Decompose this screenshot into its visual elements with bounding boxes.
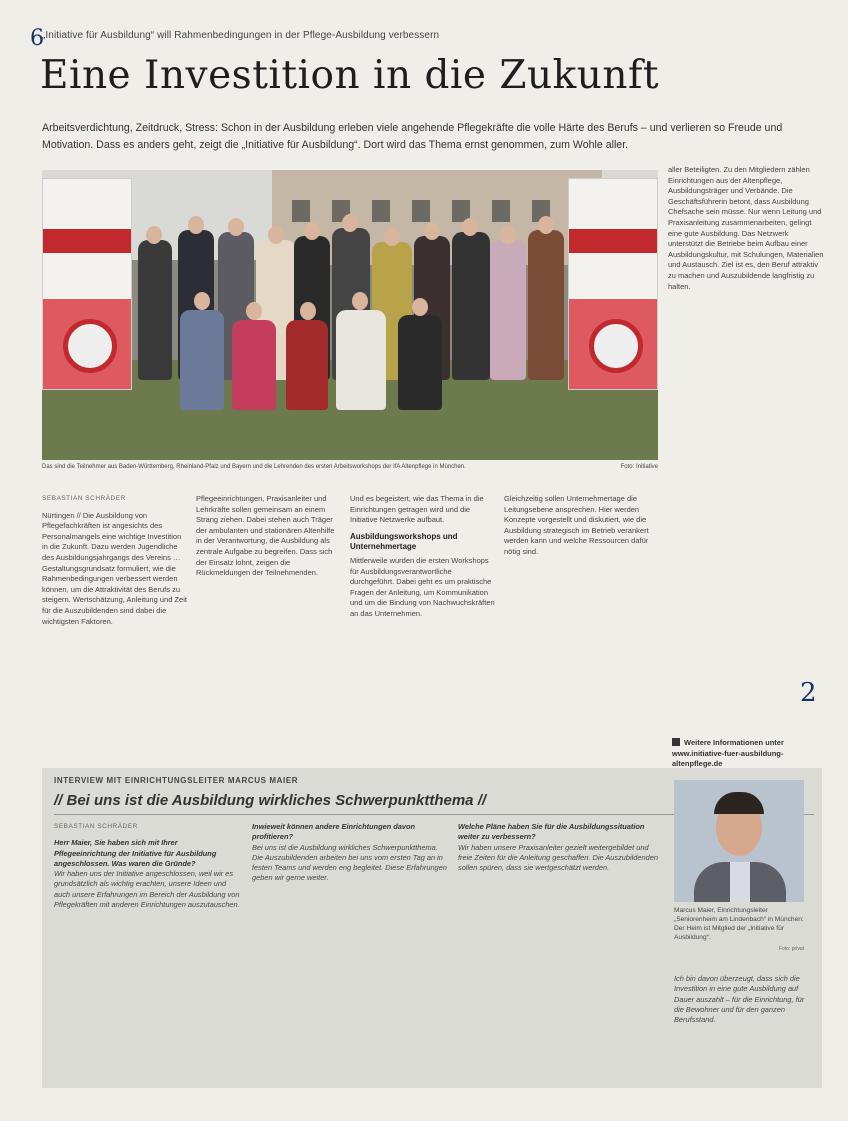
group-photo bbox=[42, 170, 658, 460]
portrait-photo bbox=[674, 780, 804, 902]
article-subhead: Ausbildungsworkshops und Unternehmertage bbox=[350, 531, 458, 552]
photo-caption: Das sind die Teilnehmer aus Baden-Württemberg, Rheinland-Pfalz und Bayern und die Lehrenden des ersten Arbeitsworkshops der IfA Altenpflege in München. Foto: Initiative bbox=[42, 464, 658, 470]
article-column-3: Und es begeistert, wie das Thema in die Einrichtungen getragen wird und die Initiative Netzwerke aufbaut. Ausbildungsworkshops und Unternehmertage Mittlerweile wurden die ersten Workshops für Ausbildungsverantwortliche durchgeführt. Dabei geht es um praktische Fragen der Anleitung, um Kommunikation und um die Bindung von Nachwuchskräften an das Unternehmen. bbox=[350, 494, 495, 618]
interview-column-2: Inwieweit können andere Einrichtungen davon profitieren? Bei uns ist die Ausbildung wirkliches Schwerpunktthema. Die Auszubildenden arbeiten bei uns vom ersten Tag an in festen Teams und werden eng begleitet. Diese Erfahrungen geben wir gerne weiter. bbox=[252, 822, 447, 883]
article-side-column: aller Beteiligten. Zu den Mitgliedern zählen Einrichtungen aus der Altenpflege, Ausbildungsträger und Verbände. Die Geschäftsführerin betont, dass Ausbildung Chefsache sein müsse. Nur wenn Leitung und Praxisanleitung zusammenarbeiten, gelingt eine gute Ausbildung. Das Netzwerk unterstützt die Betriebe beim Aufbau einer Ausbildungskultur, mit Schulungen, Materialien und Austausch. Ziel ist es, den Beruf attraktiv zu machen und Auszubildende langfristig zu halten. bbox=[668, 165, 824, 291]
portrait-credit: Foto: privat bbox=[778, 946, 804, 952]
handwritten-number: 2 bbox=[800, 678, 817, 708]
banner-right bbox=[568, 178, 658, 390]
handwritten-mark: 6 bbox=[30, 26, 44, 51]
article-lead: Arbeitsverdichtung, Zeitdruck, Stress: Schon in der Ausbildung erleben viele angehende Pflegekräfte die volle Härte des Berufs – und verlieren so Freude und Motivation. Dass es anders geht, zeigt die „Initiative für Ausbildung“. Dort wird das Thema ernst genommen, zum Wohle aller. bbox=[42, 122, 783, 151]
more-info-url: www.initiative-fuer-ausbildung-altenpflege.de bbox=[672, 748, 784, 769]
article-kicker: „Initiative für Ausbildung“ will Rahmenbedingungen in der Pflege-Ausbildung verbessern bbox=[42, 30, 440, 41]
article-column-1: SEBASTIAN SCHRÄDER Nürtingen // Die Ausbildung von Pflegefachkräften ist angesichts des Personalmangels eine wichtige Investition in die Zukunft. Dazu werden Jugendliche des Ausbildungsjahrgangs des Vereins … Gestaltungsgrundsatz formuliert, wie die Rahmenbedingungen verbessert werden können, um die Attraktivität des Berufs zu steigern. Wertschätzung, Anleitung und Zeit für die Auszubildenden sind dabei die wichtigsten Faktoren. bbox=[42, 495, 187, 626]
article-column-2: Pflegeeinrichtungen, Praxisanleiter und Lehrkräfte sollen gemeinsam an einem Strang ziehen. Dabei stehen auch Träger der ambulanten und stationären Altenhilfe in der Verantwortung, die Ausbildung als zentrale Aufgabe zu begreifen. Dass sich der Einsatz lohnt, zeigen die Rückmeldungen der Teilnehmenden. bbox=[196, 494, 335, 578]
article-author: SEBASTIAN SCHRÄDER bbox=[42, 495, 126, 502]
interview-column-1: SEBASTIAN SCHRÄDER Herr Maier, Sie haben sich mit Ihrer Pflegeeinrichtung der Initiative für Ausbildung angeschlossen. Was waren die Gründe? Wir haben uns der Initiative angeschlossen, weil wir es grundsätzlich als wichtig erachten, unsere Ideen und auch unsere Erfahrungen im Bereich der Ausbildung von Pflegekräften mit anderen Einrichtungen auszutauschen. bbox=[54, 822, 242, 1084]
article-column-4: Gleichzeitig sollen Unternehmertage die Leitungsebene ansprechen. Hier werden Konzepte vorgestellt und diskutiert, wie die Ausbildung strategisch im Betrieb verankert werden kann und welche Ressourcen dafür nötig sind. bbox=[504, 494, 649, 556]
interview-title: // Bei uns ist die Ausbildung wirkliches Schwerpunktthema // bbox=[54, 792, 487, 809]
bullet-square-icon bbox=[672, 738, 680, 746]
interview-side-text: Ich bin davon überzeugt, dass sich die Investition in eine gute Ausbildung auf Dauer auszahlt – für die Einrichtung, für die Bewohner und für den ganzen Berufsstand. bbox=[674, 974, 805, 1025]
banner-left bbox=[42, 178, 132, 390]
interview-author: SEBASTIAN SCHRÄDER bbox=[54, 823, 138, 830]
article-headline: Eine Investition in die Zukunft bbox=[40, 53, 660, 98]
photo-credit: Foto: Initiative bbox=[620, 464, 658, 470]
interview-kicker: INTERVIEW MIT EINRICHTUNGSLEITER MARCUS MAIER bbox=[54, 776, 299, 785]
portrait-caption: Marcus Maier, Einrichtungsleiter „Seniorenheim am Lindenbach“ in München: Der Heim ist Mitglied der „Initiative für Ausbildung“. bbox=[674, 907, 804, 941]
interview-box bbox=[42, 768, 822, 1088]
more-info: Weitere Informationen unter www.initiative-fuer-ausbildung-altenpflege.de bbox=[672, 738, 784, 769]
interview-column-3: Welche Pläne haben Sie für die Ausbildungssituation weiter zu verbessern? Wir haben unsere Praxisanleiter gezielt weitergebildet und freie Zeiten für die Anleitung geschaffen. Die Auszubildenden sollen spüren, dass sie wertgeschätzt werden. bbox=[458, 822, 658, 873]
